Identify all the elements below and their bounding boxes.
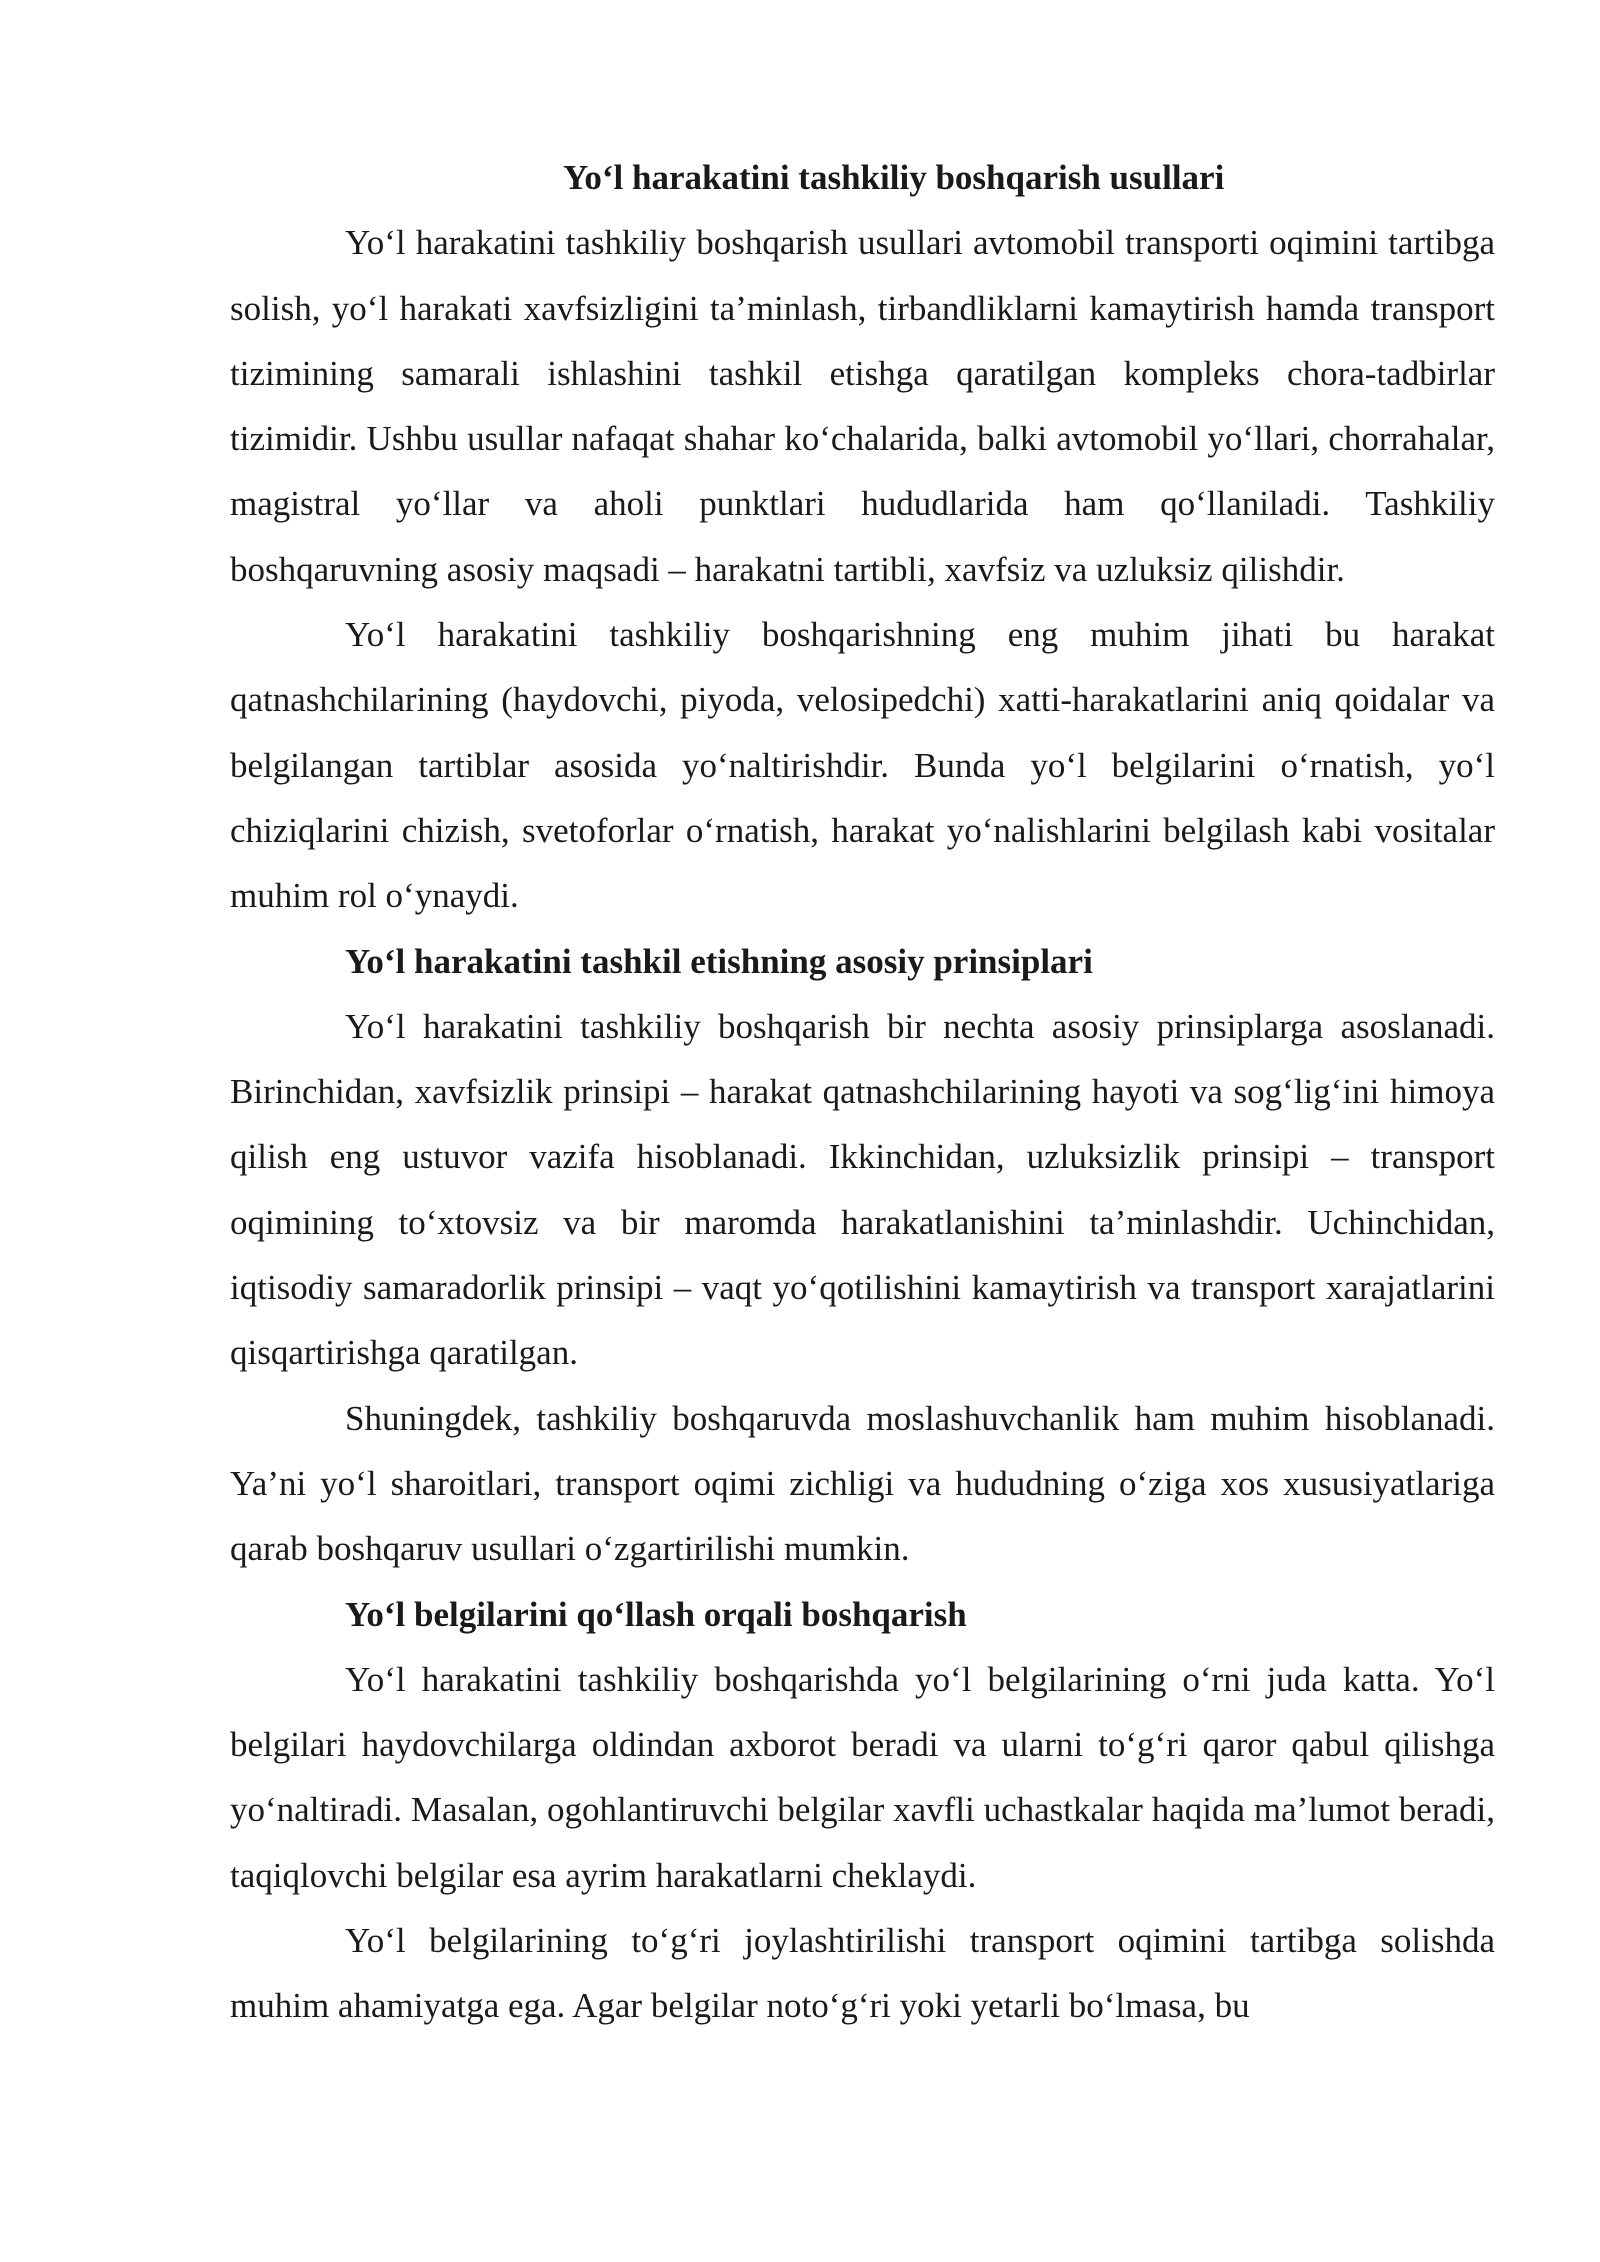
paragraph: Yo‘l harakatini tashkiliy boshqarish bir nechta asosiy prinsiplarga asoslanadi. Birinchidan, xavfsizlik prinsipi – harakat qatnashchilarining hayoti va sog‘lig‘ini himoya qilish eng ustuvor vazifa hisoblanadi. Ikkinchidan, uzluksizlik prinsipi – transport oqimining to‘xtovsiz va bir maromda harakatlanishini ta’minlashdir. Uchinchidan, iqtisodiy samaradorlik prinsipi – vaqt yo‘qotilishini kamaytirish va transport xarajatlarini qisqartirishga qaratilgan. <box>230 1006 1495 1373</box>
document-title: Yo‘l harakatini tashkiliy boshqarish usullari <box>563 158 1225 197</box>
paragraph: Yo‘l belgilarining to‘g‘ri joylashtirilishi transport oqimini tartibga solishda muhim ahamiyatga ega. Agar belgilar noto‘g‘ri yoki yetarli bo‘lmasa, bu <box>230 1921 1495 2026</box>
document-page <box>230 145 1495 2039</box>
section-heading: Yo‘l harakatini tashkil etishning asosiy prinsiplari <box>345 941 1093 981</box>
paragraph: Yo‘l harakatini tashkiliy boshqarish usullari avtomobil transporti oqimini tartibga solish, yo‘l harakati xavfsizligini ta’minlash, tirbandliklarni kamaytirish hamda transport tizimining samarali ishlashini tashkil etishga qaratilgan kompleks chora-tadbirlar tizimidir. Ushbu usullar nafaqat shahar ko‘chalarida, balki avtomobil yo‘llari, chorrahalar, magistral yo‘llar va aholi punktlari hududlarida ham qo‘llaniladi. Tashkiliy boshqaruvning asosiy maqsadi – harakatni tartibli, xavfsiz va uzluksiz qilishdir. <box>230 223 1495 589</box>
paragraph: Shuningdek, tashkiliy boshqaruvda moslashuvchanlik ham muhim hisoblanadi. Ya’ni yo‘l sharoitlari, transport oqimi zichligi va hududning o‘ziga xos xususiyatlariga qarab boshqaruv usullari o‘zgartirilishi mumkin. <box>230 1398 1495 1569</box>
paragraph: Yo‘l harakatini tashkiliy boshqarishda yo‘l belgilarining o‘rni juda katta. Yo‘l belgilari haydovchilarga oldindan axborot beradi va ularni to‘g‘ri qaror qabul qilishga yo‘naltiradi. Masalan, ogohlantiruvchi belgilar xavfli uchastkalar haqida ma’lumot beradi, taqiqlovchi belgilar esa ayrim harakatlarni cheklaydi. <box>230 1659 1495 1895</box>
section-heading: Yo‘l belgilarini qo‘llash orqali boshqarish <box>345 1594 967 1634</box>
paragraph: Yo‘l harakatini tashkiliy boshqarishning eng muhim jihati bu harakat qatnashchilarining (haydovchi, piyoda, velosipedchi) xatti-harakatlarini aniq qoidalar va belgilangan tartiblar asosida yo‘naltirishdir. Bunda yo‘l belgilarini o‘rnatish, yo‘l chiziqlarini chizish, svetoforlar o‘rnatish, harakat yo‘nalishlarini belgilash kabi vositalar muhim rol o‘ynaydi. <box>230 615 1495 916</box>
